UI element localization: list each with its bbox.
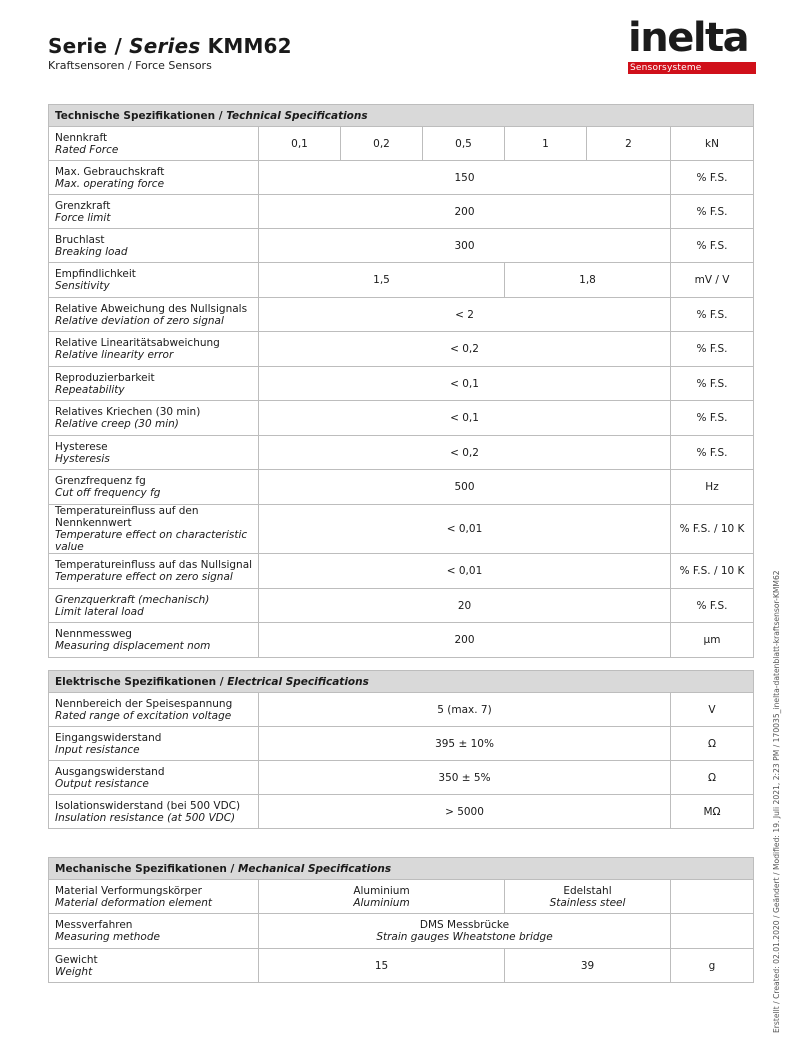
row-label: Grenzkraft Force limit [49,195,259,229]
row-unit: Ω [671,727,754,761]
row-value: 200 [259,195,671,229]
row-unit: Hz [671,470,754,505]
table-row [49,949,754,983]
method-value: DMS Messbrücke Strain gauges Wheatstone bridge [259,914,671,949]
row-unit: % F.S. [671,161,754,195]
row-value: < 2 [259,298,671,332]
row-value: 20 [259,589,671,623]
row-unit: kN [671,127,754,161]
row-unit: V [671,693,754,727]
title-separator: / [114,34,122,58]
row-unit: % F.S. / 10 K [671,505,754,554]
row-unit: % F.S. [671,367,754,401]
rated-force-value: 1 [505,127,587,161]
table-row [49,589,754,623]
row-value: > 5000 [259,795,671,829]
table-row [49,727,754,761]
row-label: Empfindlichkeit Sensitivity [49,263,259,298]
table-row [49,880,754,914]
table-row [49,436,754,470]
table-row [49,554,754,589]
table-row [49,470,754,505]
table-row [49,367,754,401]
table-row [49,693,754,727]
table-row [49,127,754,161]
row-label: Nennkraft Rated Force [49,127,259,161]
row-value: < 0,01 [259,554,671,589]
row-value: 150 [259,161,671,195]
material-aluminium: Aluminium Aluminium [259,880,505,914]
title-series-en: Series [129,34,201,58]
row-value: < 0,01 [259,505,671,554]
row-unit: mV / V [671,263,754,298]
table-row [49,298,754,332]
row-unit: % F.S. [671,589,754,623]
table-row [49,161,754,195]
table-row [49,332,754,367]
row-value: 350 ± 5% [259,761,671,795]
row-value: 5 (max. 7) [259,693,671,727]
page-subtitle: Kraftsensoren / Force Sensors [48,59,212,72]
row-unit: % F.S. [671,229,754,263]
weight-value-b: 39 [505,949,671,983]
row-unit: % F.S. / 10 K [671,554,754,589]
row-label: Temperatureinfluss auf das Nullsignal Temperature effect on zero signal [49,554,259,589]
table-row [49,401,754,436]
row-value: < 0,2 [259,332,671,367]
logo-tagline: Sensorsysteme [630,63,702,73]
table-row [49,795,754,829]
row-value: < 0,1 [259,367,671,401]
electrical-spec-table [48,670,754,829]
row-unit [671,880,754,914]
row-value: < 0,2 [259,436,671,470]
material-steel: Edelstahl Stainless steel [505,880,671,914]
row-label: Grenzquerkraft (mechanisch) Limit lateral load [49,589,259,623]
row-unit: % F.S. [671,332,754,367]
row-unit: % F.S. [671,401,754,436]
electrical-spec-header: Elektrische Spezifikationen / Electrical Specifications [49,671,754,693]
table-row [49,195,754,229]
row-unit [671,914,754,949]
row-value: 200 [259,623,671,658]
rated-force-value: 2 [587,127,671,161]
row-label: Bruchlast Breaking load [49,229,259,263]
row-label: Nennbereich der Speisespannung Rated range of excitation voltage [49,693,259,727]
row-value: 395 ± 10% [259,727,671,761]
table-row [49,623,754,658]
row-unit: % F.S. [671,436,754,470]
title-model: KMM62 [207,34,292,58]
table-row [49,505,754,554]
rated-force-value: 0,5 [423,127,505,161]
technical-spec-table [48,104,754,658]
table-row [49,761,754,795]
weight-value-a: 15 [259,949,505,983]
row-label: Reproduzierbarkeit Repeatability [49,367,259,401]
table-row [49,263,754,298]
sensitivity-value-a: 1,5 [259,263,505,298]
row-label: Grenzfrequenz fg Cut off frequency fg [49,470,259,505]
page-title [48,34,292,58]
row-label: Material Verformungskörper Material deformation element [49,880,259,914]
table-row [49,914,754,949]
row-label: Relatives Kriechen (30 min) Relative creep (30 min) [49,401,259,436]
row-label: Hysterese Hysteresis [49,436,259,470]
side-note: Erstellt / Created: 02.01.2020 / Geändert / Modified: 19. Juli 2021, 2:23 PM / 170035_inelta-datenblatt-kraftsensor-KMM62 [772,570,781,1033]
rated-force-value: 0,2 [341,127,423,161]
row-unit: % F.S. [671,195,754,229]
row-label: Gewicht Weight [49,949,259,983]
rated-force-value: 0,1 [259,127,341,161]
technical-spec-header: Technische Spezifikationen / Technical Specifications [49,105,754,127]
row-unit: µm [671,623,754,658]
row-label: Eingangswiderstand Input resistance [49,727,259,761]
logo-wordmark: inelta [628,15,749,61]
table-row [49,229,754,263]
row-label: Messverfahren Measuring methode [49,914,259,949]
mechanical-spec-header: Mechanische Spezifikationen / Mechanical Specifications [49,858,754,880]
row-label: Relative Linearitätsabweichung Relative linearity error [49,332,259,367]
row-unit: MΩ [671,795,754,829]
sensitivity-value-b: 1,8 [505,263,671,298]
row-label: Nennmessweg Measuring displacement nom [49,623,259,658]
row-label: Isolationswiderstand (bei 500 VDC) Insulation resistance (at 500 VDC) [49,795,259,829]
row-unit: g [671,949,754,983]
inelta-logo [628,15,758,74]
row-value: 500 [259,470,671,505]
row-value: < 0,1 [259,401,671,436]
row-label: Ausgangswiderstand Output resistance [49,761,259,795]
mechanical-spec-table [48,857,754,983]
row-unit: Ω [671,761,754,795]
title-series-de: Serie [48,34,108,58]
row-unit: % F.S. [671,298,754,332]
row-label: Max. Gebrauchskraft Max. operating force [49,161,259,195]
row-label: Relative Abweichung des Nullsignals Relative deviation of zero signal [49,298,259,332]
row-value: 300 [259,229,671,263]
row-label: Temperatureinfluss auf den Nennkennwert Temperature effect on characteristic value [49,505,259,554]
